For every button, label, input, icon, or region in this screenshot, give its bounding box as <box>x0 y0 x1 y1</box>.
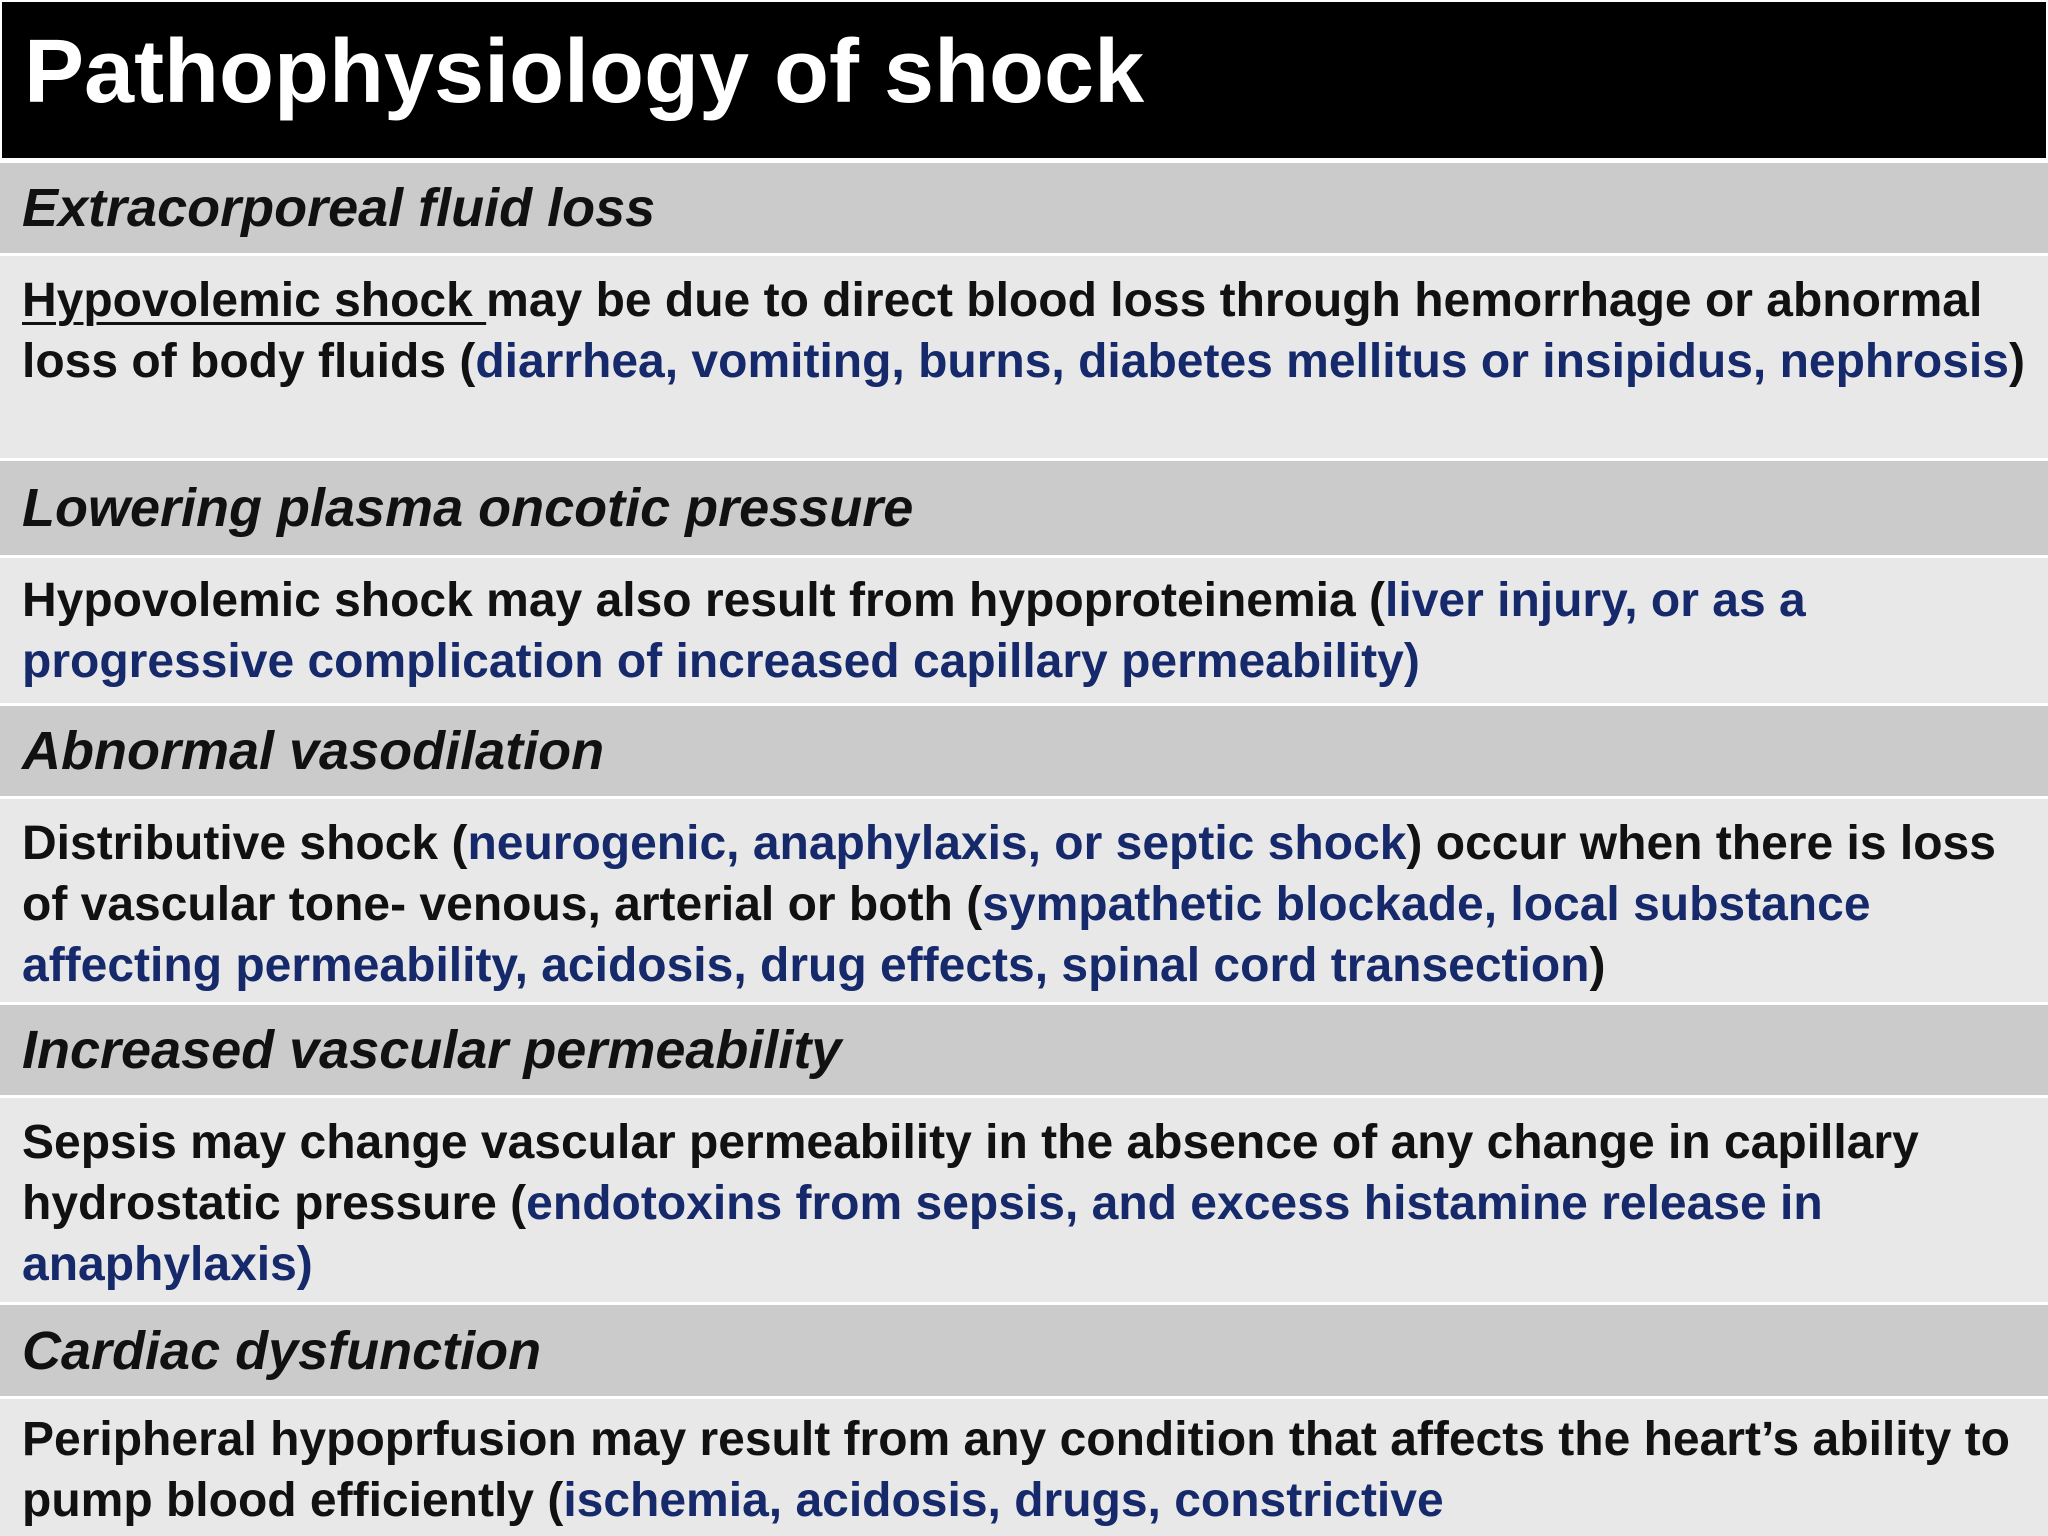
highlighted-examples: neurogenic, anaphylaxis, or septic shock <box>467 817 1407 870</box>
body-text-segment: may be due to direct blood loss through hemorrhage or abnormal loss of body fluids ( <box>22 274 1983 388</box>
body-text-segment: ) <box>1589 939 1606 992</box>
section-heading: Abnormal vasodilation <box>22 721 605 781</box>
highlighted-examples: sympathetic blockade, local substance affecting permeability, acidosis, drug effects, spinal cord transection <box>22 878 1871 992</box>
body-text-segment: ) <box>2008 335 2025 388</box>
section-heading: Extracorporeal fluid loss <box>22 178 656 238</box>
section-body-row <box>0 1098 2048 1302</box>
section-heading: Cardiac dysfunction <box>22 1320 542 1381</box>
section-body-row <box>0 799 2048 1002</box>
section-body-row <box>0 558 2048 703</box>
section-heading-row <box>0 1305 2048 1396</box>
body-text-segment: Distributive shock ( <box>22 817 468 870</box>
highlighted-examples: diarrhea, vomiting, burns, diabetes mellitus or insipidus, nephrosis <box>475 335 2009 388</box>
section-body-row <box>0 1399 2048 1536</box>
section-body-text <box>22 813 2034 996</box>
body-text-segment: Sepsis may change vascular permeability in the absence of any change in capillary hydrostatic pressure ( <box>22 1116 1919 1230</box>
slide-title: Pathophysiology of shock <box>24 22 1145 122</box>
body-text-segment: Hypovolemic shock may also result from hypoproteinemia ( <box>22 574 1386 627</box>
section-heading-row <box>0 461 2048 555</box>
section-heading: Increased vascular permeability <box>22 1020 842 1080</box>
highlighted-examples: ischemia, acidosis, drugs, constrictive <box>563 1474 1444 1527</box>
section-body-text <box>22 1112 2034 1295</box>
section-body-text <box>22 1409 2034 1531</box>
section-body-text <box>22 570 2034 692</box>
section-heading-row <box>0 706 2048 796</box>
section-body-row <box>0 256 2048 458</box>
highlighted-examples: liver injury, or as a progressive complication of increased capillary permeability) <box>22 574 1806 688</box>
key-term: Hypovolemic shock <box>22 274 487 327</box>
body-text-segment: Peripheral hypoprfusion may result from any condition that affects the heart’s ability to pump blood efficiently ( <box>22 1413 2010 1527</box>
body-text-segment: ) occur when there is loss of vascular tone- venous, arterial or both ( <box>22 817 1996 931</box>
section-heading-row <box>0 163 2048 253</box>
section-body-text <box>22 270 2034 392</box>
highlighted-examples: endotoxins from sepsis, and excess histamine release in anaphylaxis) <box>22 1177 1823 1291</box>
section-heading: Lowering plasma oncotic pressure <box>22 478 914 538</box>
title-bar <box>0 0 2048 160</box>
section-heading-row <box>0 1005 2048 1095</box>
